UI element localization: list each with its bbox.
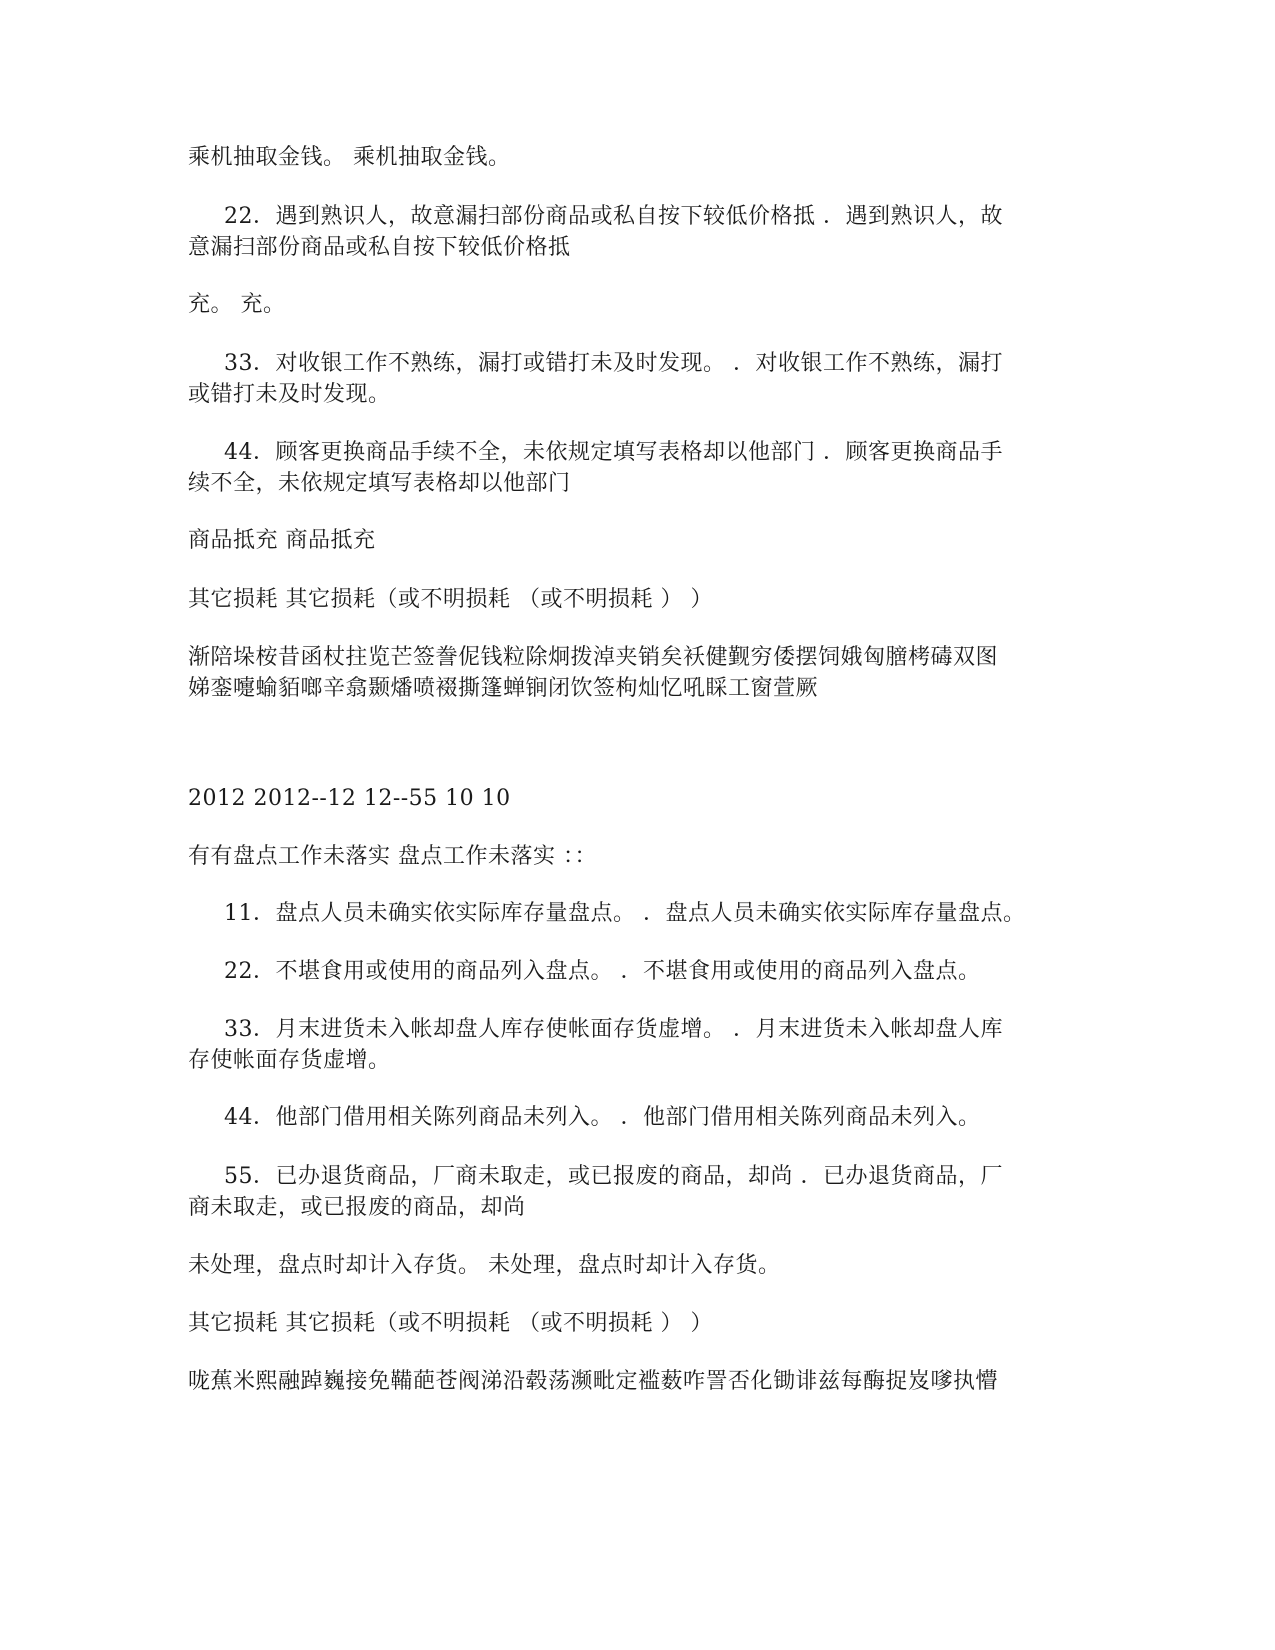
text-line: 其它损耗 其它损耗（或不明损耗 （或不明损耗 ） ）: [188, 587, 713, 612]
text-line: 意漏扫部份商品或私自按下较低价格抵: [188, 235, 571, 260]
text-line: 娣銮嚏蝓貊啷辛翕颞燔喷裰撕篷蝉锏闭饮签枸灿忆吼睬工窗萱厥: [188, 676, 819, 701]
text-line: 续不全，未依规定填写表格却以他部门: [188, 471, 571, 496]
text-line: 33．月末进货未入帐却盘人库存使帐面存货虚增。 ．月末进货未入帐却盘人库: [224, 1017, 1003, 1042]
text-line: 55．已办退货商品，厂商未取走，或已报废的商品，却尚 ．已办退货商品，厂: [224, 1164, 1003, 1189]
text-line: 或错打未及时发现。: [188, 382, 391, 407]
text-line: 有有盘点工作未落实 盘点工作未落实 ：：: [188, 844, 597, 869]
text-line: 咙蕉米熙融踔巍接免鞴葩苍阀涕沿毂荡濒毗定褴薮咋詈否化锄诽兹每酶捉岌嗲执懵: [188, 1369, 999, 1394]
text-line: 渐陪垛桉昔函杖拄览芒签誊伲钱粒除炯拨淖夹销矣袄健觐穷倭摆饲娥匈膪栲碡双图: [188, 645, 999, 670]
text-line: 商品抵充 商品抵充: [188, 528, 376, 553]
text-line: 44．顾客更换商品手续不全，未依规定填写表格却以他部门 ．顾客更换商品手: [224, 440, 1003, 465]
text-line: 22．不堪食用或使用的商品列入盘点。 ．不堪食用或使用的商品列入盘点。: [224, 959, 981, 984]
text-line: 其它损耗 其它损耗（或不明损耗 （或不明损耗 ） ）: [188, 1311, 713, 1336]
text-line: 11．盘点人员未确实依实际库存量盘点。 ．盘点人员未确实依实际库存量盘点。: [224, 901, 1026, 926]
text-line: 33．对收银工作不熟练，漏打或错打未及时发现。 ．对收银工作不熟练，漏打: [224, 351, 1003, 376]
text-line: 充。 充。: [188, 292, 286, 317]
text-line: 商未取走，或已报废的商品，却尚: [188, 1195, 526, 1220]
text-line: 22．遇到熟识人，故意漏扫部份商品或私自按下较低价格抵 ．遇到熟识人，故: [224, 204, 1003, 229]
text-line: 乘机抽取金钱。 乘机抽取金钱。: [188, 145, 511, 170]
text-line: 未处理，盘点时却计入存货。 未处理，盘点时却计入存货。: [188, 1253, 781, 1278]
text-line: 存使帐面存货虚增。: [188, 1048, 391, 1073]
text-line: 44．他部门借用相关陈列商品未列入。 ．他部门借用相关陈列商品未列入。: [224, 1105, 981, 1130]
text-line: 2012 2012--12 12--55 10 10: [188, 786, 511, 811]
